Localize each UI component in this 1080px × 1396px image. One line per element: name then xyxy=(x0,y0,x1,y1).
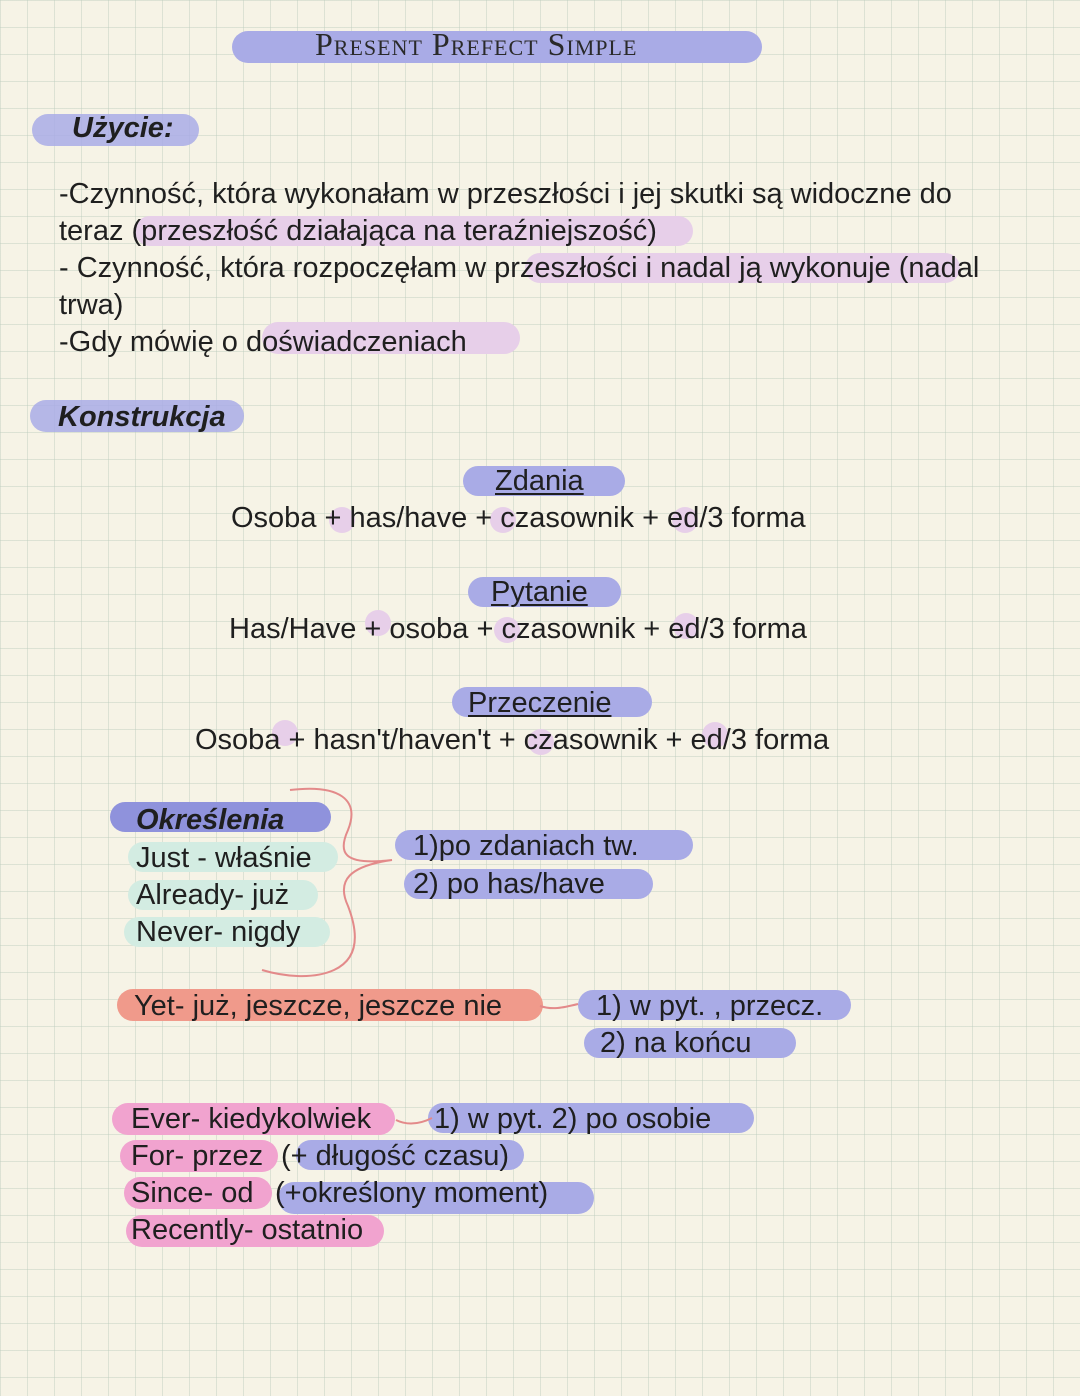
marker-ever: Ever- kiedykolwiek xyxy=(131,1103,372,1135)
statement-formula: Osoba + has/have + czasownik + ed/3 forma xyxy=(231,502,806,534)
usage-line1a: -Czynność, która wykonałam w przeszłości i jej skutki są widoczne do xyxy=(59,178,952,210)
ever-connector xyxy=(396,1118,432,1124)
statement-label: Zdania xyxy=(495,465,584,497)
usage-line1b: teraz (przeszłość działająca na teraźniejszość) xyxy=(59,215,657,247)
marker-yet: Yet- już, jeszcze, jeszcze nie xyxy=(134,990,503,1022)
marker-since: Since- od xyxy=(131,1177,254,1209)
usage-line3: -Gdy mówię o doświadczeniach xyxy=(59,326,467,358)
question-formula: Has/Have + osoba + czasownik + ed/3 forma xyxy=(229,613,807,645)
marker-never: Never- nigdy xyxy=(136,916,301,948)
page-title: Present Prefect Simple xyxy=(315,26,638,62)
marker-recently: Recently- ostatnio xyxy=(131,1214,364,1246)
marker-just: Just - właśnie xyxy=(136,842,312,874)
ever-placement: 1) w pyt. 2) po osobie xyxy=(434,1103,712,1135)
construction-heading: Konstrukcja xyxy=(58,401,226,433)
marker-for: For- przez xyxy=(131,1140,264,1172)
question-label: Pytanie xyxy=(491,576,588,608)
yet-placement-1: 1) w pyt. , przecz. xyxy=(596,990,824,1022)
usage-heading: Użycie: xyxy=(72,112,174,144)
marker-already: Already- już xyxy=(136,879,290,911)
markers-heading: Określenia xyxy=(136,804,285,836)
negative-label: Przeczenie xyxy=(468,687,612,719)
placement-2: 2) po has/have xyxy=(413,868,605,900)
yet-connector xyxy=(540,1004,578,1008)
placement-1: 1)po zdaniach tw. xyxy=(413,830,639,862)
negative-formula: Osoba + hasn't/haven't + czasownik + ed/3 forma xyxy=(195,724,830,756)
usage-line2b: trwa) xyxy=(59,289,124,321)
yet-placement-2: 2) na końcu xyxy=(600,1027,752,1059)
since-note: (+określony moment) xyxy=(275,1177,549,1209)
for-note: (+ długość czasu) xyxy=(281,1140,510,1172)
usage-line2a: - Czynność, która rozpoczęłam w przeszłości i nadal ją wykonuje (nadal xyxy=(59,252,980,284)
